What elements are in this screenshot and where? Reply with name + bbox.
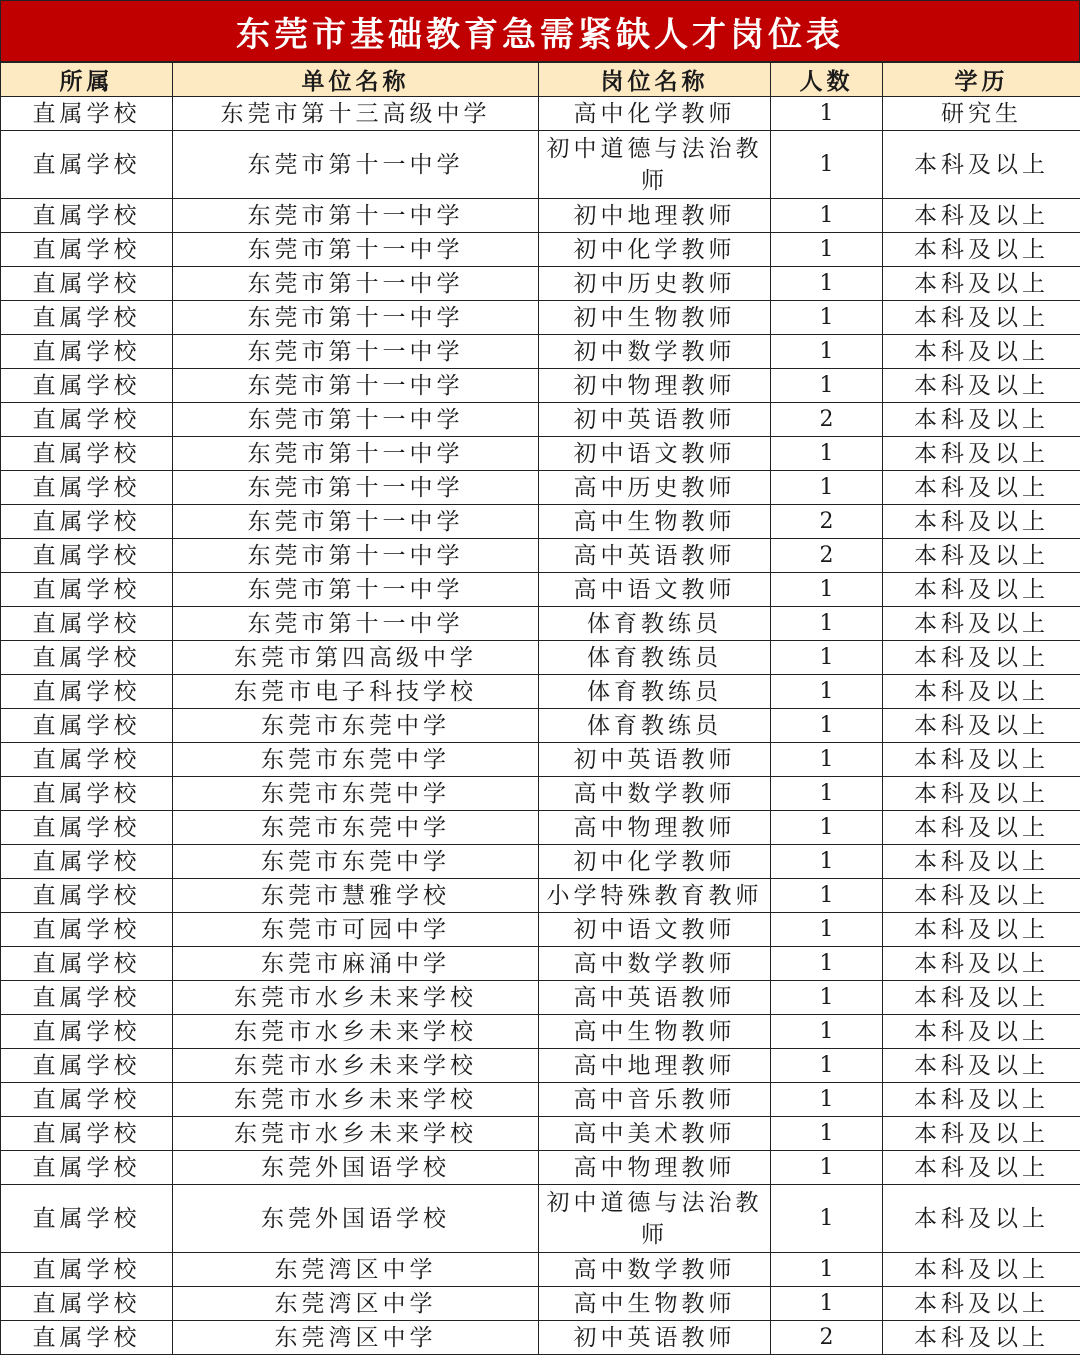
cell-position-name: 初中英语教师 [539,743,771,777]
cell-education: 本科及以上 [883,879,1080,913]
table-row [1,1151,1080,1185]
cell-education: 本科及以上 [883,1185,1080,1253]
cell-education: 本科及以上 [883,539,1080,573]
cell-education: 本科及以上 [883,607,1080,641]
cell-education: 本科及以上 [883,301,1080,335]
cell-headcount: 2 [771,1321,883,1355]
table-row [1,743,1080,777]
cell-affiliation: 直属学校 [1,811,173,845]
table-row [1,675,1080,709]
cell-affiliation: 直属学校 [1,97,173,131]
cell-headcount: 1 [771,641,883,675]
cell-unit-name: 东莞市水乡未来学校 [173,1083,539,1117]
cell-education: 本科及以上 [883,471,1080,505]
cell-unit-name: 东莞市第十三高级中学 [173,97,539,131]
page-title: 东莞市基础教育急需紧缺人才岗位表 [0,0,1080,62]
cell-headcount: 1 [771,913,883,947]
cell-affiliation: 直属学校 [1,335,173,369]
cell-headcount: 1 [771,267,883,301]
cell-unit-name: 东莞市东莞中学 [173,743,539,777]
cell-education: 本科及以上 [883,1287,1080,1321]
table-body [1,97,1080,1355]
cell-headcount: 1 [771,573,883,607]
cell-affiliation: 直属学校 [1,743,173,777]
cell-affiliation: 直属学校 [1,1117,173,1151]
cell-position-name: 高中美术教师 [539,1117,771,1151]
cell-unit-name: 东莞市第十一中学 [173,403,539,437]
cell-position-name: 初中道德与法治教师 [539,1185,771,1253]
cell-affiliation: 直属学校 [1,1015,173,1049]
cell-unit-name: 东莞市东莞中学 [173,709,539,743]
table-row [1,1287,1080,1321]
positions-table [0,62,1080,1355]
table-row [1,505,1080,539]
cell-headcount: 1 [771,1151,883,1185]
cell-headcount: 2 [771,505,883,539]
cell-unit-name: 东莞市东莞中学 [173,811,539,845]
header-headcount: 人数 [771,63,883,97]
cell-unit-name: 东莞市慧雅学校 [173,879,539,913]
cell-unit-name: 东莞市麻涌中学 [173,947,539,981]
cell-education: 本科及以上 [883,505,1080,539]
cell-position-name: 高中地理教师 [539,1049,771,1083]
cell-headcount: 1 [771,437,883,471]
cell-unit-name: 东莞市东莞中学 [173,845,539,879]
table-row [1,131,1080,199]
cell-position-name: 体育教练员 [539,607,771,641]
cell-position-name: 高中数学教师 [539,1253,771,1287]
cell-affiliation: 直属学校 [1,947,173,981]
cell-education: 本科及以上 [883,1117,1080,1151]
cell-position-name: 初中英语教师 [539,1321,771,1355]
cell-headcount: 2 [771,403,883,437]
cell-affiliation: 直属学校 [1,1083,173,1117]
cell-headcount: 1 [771,675,883,709]
cell-unit-name: 东莞市水乡未来学校 [173,1049,539,1083]
cell-position-name: 初中语文教师 [539,437,771,471]
cell-education: 本科及以上 [883,811,1080,845]
cell-position-name: 高中生物教师 [539,1287,771,1321]
table-row [1,709,1080,743]
cell-headcount: 1 [771,233,883,267]
cell-unit-name: 东莞湾区中学 [173,1253,539,1287]
cell-unit-name: 东莞市东莞中学 [173,777,539,811]
header-unit-name: 单位名称 [173,63,539,97]
cell-education: 本科及以上 [883,1253,1080,1287]
cell-position-name: 初中生物教师 [539,301,771,335]
cell-headcount: 1 [771,471,883,505]
cell-education: 本科及以上 [883,675,1080,709]
header-position-name: 岗位名称 [539,63,771,97]
cell-unit-name: 东莞市第十一中学 [173,539,539,573]
cell-education: 本科及以上 [883,131,1080,199]
cell-unit-name: 东莞外国语学校 [173,1151,539,1185]
cell-affiliation: 直属学校 [1,777,173,811]
table-row [1,335,1080,369]
table-row [1,1185,1080,1253]
cell-education: 本科及以上 [883,267,1080,301]
table-row [1,1049,1080,1083]
cell-education: 本科及以上 [883,1321,1080,1355]
table-row [1,1083,1080,1117]
cell-education: 本科及以上 [883,709,1080,743]
cell-headcount: 1 [771,709,883,743]
cell-education: 本科及以上 [883,743,1080,777]
cell-affiliation: 直属学校 [1,505,173,539]
cell-unit-name: 东莞市第十一中学 [173,335,539,369]
cell-affiliation: 直属学校 [1,403,173,437]
cell-education: 本科及以上 [883,1049,1080,1083]
cell-position-name: 初中道德与法治教师 [539,131,771,199]
cell-position-name: 初中地理教师 [539,199,771,233]
cell-position-name: 初中数学教师 [539,335,771,369]
header-affiliation: 所属 [1,63,173,97]
cell-affiliation: 直属学校 [1,1321,173,1355]
cell-unit-name: 东莞市第十一中学 [173,573,539,607]
cell-education: 本科及以上 [883,369,1080,403]
cell-education: 本科及以上 [883,981,1080,1015]
cell-position-name: 高中英语教师 [539,981,771,1015]
cell-unit-name: 东莞市第十一中学 [173,267,539,301]
cell-headcount: 1 [771,981,883,1015]
table-header-row [1,63,1080,97]
cell-affiliation: 直属学校 [1,301,173,335]
cell-position-name: 高中历史教师 [539,471,771,505]
cell-position-name: 初中历史教师 [539,267,771,301]
table-row [1,233,1080,267]
cell-headcount: 1 [771,1117,883,1151]
cell-affiliation: 直属学校 [1,233,173,267]
cell-unit-name: 东莞市第十一中学 [173,369,539,403]
cell-headcount: 1 [771,369,883,403]
cell-position-name: 高中数学教师 [539,947,771,981]
cell-position-name: 高中语文教师 [539,573,771,607]
cell-education: 本科及以上 [883,777,1080,811]
cell-affiliation: 直属学校 [1,675,173,709]
cell-education: 本科及以上 [883,1015,1080,1049]
cell-education: 本科及以上 [883,403,1080,437]
cell-unit-name: 东莞市水乡未来学校 [173,1015,539,1049]
table-row [1,199,1080,233]
cell-position-name: 小学特殊教育教师 [539,879,771,913]
cell-affiliation: 直属学校 [1,1151,173,1185]
cell-affiliation: 直属学校 [1,1049,173,1083]
cell-unit-name: 东莞市第十一中学 [173,471,539,505]
cell-position-name: 高中物理教师 [539,811,771,845]
cell-affiliation: 直属学校 [1,131,173,199]
cell-affiliation: 直属学校 [1,573,173,607]
cell-unit-name: 东莞市第四高级中学 [173,641,539,675]
cell-affiliation: 直属学校 [1,267,173,301]
cell-position-name: 初中物理教师 [539,369,771,403]
cell-education: 本科及以上 [883,641,1080,675]
cell-unit-name: 东莞市水乡未来学校 [173,981,539,1015]
cell-unit-name: 东莞市第十一中学 [173,437,539,471]
cell-affiliation: 直属学校 [1,369,173,403]
cell-headcount: 2 [771,539,883,573]
cell-affiliation: 直属学校 [1,1253,173,1287]
cell-affiliation: 直属学校 [1,879,173,913]
cell-headcount: 1 [771,1049,883,1083]
cell-affiliation: 直属学校 [1,709,173,743]
cell-affiliation: 直属学校 [1,981,173,1015]
cell-education: 本科及以上 [883,913,1080,947]
cell-education: 本科及以上 [883,233,1080,267]
cell-unit-name: 东莞湾区中学 [173,1321,539,1355]
cell-affiliation: 直属学校 [1,607,173,641]
cell-affiliation: 直属学校 [1,1287,173,1321]
cell-headcount: 1 [771,301,883,335]
cell-headcount: 1 [771,1253,883,1287]
cell-headcount: 1 [771,1083,883,1117]
table-row [1,1015,1080,1049]
table-row [1,437,1080,471]
cell-unit-name: 东莞市第十一中学 [173,607,539,641]
cell-unit-name: 东莞市电子科技学校 [173,675,539,709]
table-row [1,403,1080,437]
table-row [1,641,1080,675]
cell-position-name: 高中英语教师 [539,539,771,573]
header-education: 学历 [883,63,1080,97]
cell-education: 研究生 [883,97,1080,131]
cell-unit-name: 东莞市第十一中学 [173,505,539,539]
table-row [1,845,1080,879]
cell-unit-name: 东莞市第十一中学 [173,301,539,335]
table-row [1,97,1080,131]
table-row [1,1321,1080,1355]
cell-education: 本科及以上 [883,947,1080,981]
table-row [1,981,1080,1015]
cell-unit-name: 东莞市水乡未来学校 [173,1117,539,1151]
cell-education: 本科及以上 [883,1151,1080,1185]
cell-headcount: 1 [771,199,883,233]
table-row [1,607,1080,641]
cell-affiliation: 直属学校 [1,539,173,573]
table-row [1,1117,1080,1151]
cell-headcount: 1 [771,879,883,913]
cell-position-name: 初中英语教师 [539,403,771,437]
cell-position-name: 体育教练员 [539,675,771,709]
table-row [1,1253,1080,1287]
cell-education: 本科及以上 [883,437,1080,471]
cell-position-name: 体育教练员 [539,641,771,675]
cell-headcount: 1 [771,811,883,845]
table-row [1,267,1080,301]
table-row [1,573,1080,607]
cell-affiliation: 直属学校 [1,1185,173,1253]
cell-headcount: 1 [771,1185,883,1253]
cell-affiliation: 直属学校 [1,199,173,233]
cell-headcount: 1 [771,335,883,369]
cell-position-name: 高中生物教师 [539,1015,771,1049]
table-row [1,947,1080,981]
table-row [1,539,1080,573]
cell-position-name: 高中化学教师 [539,97,771,131]
table-row [1,301,1080,335]
cell-education: 本科及以上 [883,199,1080,233]
cell-position-name: 体育教练员 [539,709,771,743]
cell-unit-name: 东莞外国语学校 [173,1185,539,1253]
cell-unit-name: 东莞市第十一中学 [173,199,539,233]
table-row [1,369,1080,403]
cell-position-name: 高中生物教师 [539,505,771,539]
cell-headcount: 1 [771,97,883,131]
table-row [1,777,1080,811]
cell-affiliation: 直属学校 [1,471,173,505]
cell-affiliation: 直属学校 [1,913,173,947]
cell-education: 本科及以上 [883,845,1080,879]
cell-education: 本科及以上 [883,573,1080,607]
cell-headcount: 1 [771,743,883,777]
cell-affiliation: 直属学校 [1,845,173,879]
cell-position-name: 初中语文教师 [539,913,771,947]
cell-affiliation: 直属学校 [1,641,173,675]
table-row [1,913,1080,947]
cell-unit-name: 东莞湾区中学 [173,1287,539,1321]
cell-unit-name: 东莞市第十一中学 [173,131,539,199]
cell-headcount: 1 [771,1015,883,1049]
cell-position-name: 初中化学教师 [539,845,771,879]
cell-headcount: 1 [771,947,883,981]
cell-unit-name: 东莞市第十一中学 [173,233,539,267]
cell-education: 本科及以上 [883,335,1080,369]
cell-headcount: 1 [771,607,883,641]
table-row [1,471,1080,505]
cell-headcount: 1 [771,777,883,811]
cell-position-name: 高中音乐教师 [539,1083,771,1117]
cell-position-name: 高中数学教师 [539,777,771,811]
cell-unit-name: 东莞市可园中学 [173,913,539,947]
table-row [1,879,1080,913]
cell-education: 本科及以上 [883,1083,1080,1117]
cell-position-name: 高中物理教师 [539,1151,771,1185]
cell-headcount: 1 [771,1287,883,1321]
cell-headcount: 1 [771,131,883,199]
table-row [1,811,1080,845]
cell-headcount: 1 [771,845,883,879]
cell-position-name: 初中化学教师 [539,233,771,267]
cell-affiliation: 直属学校 [1,437,173,471]
